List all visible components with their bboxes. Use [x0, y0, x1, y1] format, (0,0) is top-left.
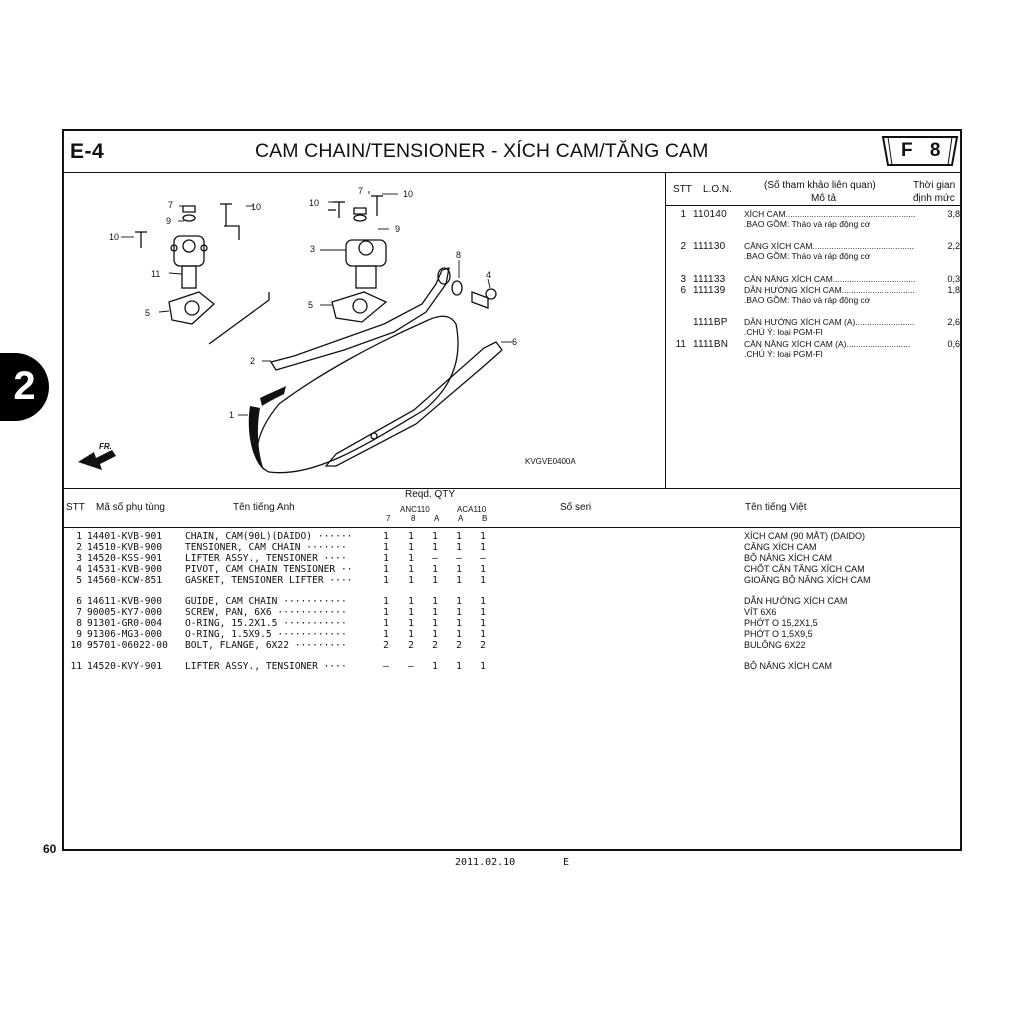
row-name-en: CHAIN, CAM(90L)(DAIDO) ······	[185, 531, 353, 542]
row-name-en: O-RING, 15.2X1.5 ···········	[185, 618, 347, 629]
callout-5-b: 5	[308, 300, 314, 310]
table-row	[66, 640, 956, 651]
title-rule	[62, 172, 962, 173]
row-part-no: 14520-KVY-901	[87, 661, 163, 672]
table-header-rule	[62, 527, 962, 528]
callout-3: 3	[310, 244, 316, 254]
row-name-vi: XÍCH CAM (90 MẮT) (DAIDO)	[744, 531, 866, 541]
row-stt: 7	[76, 607, 82, 618]
ref-row-desc: CĂNG XÍCH CAM...........................................	[744, 241, 915, 251]
table-row	[66, 542, 956, 553]
callout-9-b: 9	[395, 224, 401, 234]
ref-row-hours: 3,8	[947, 209, 960, 219]
ref-row-hours: 2,2	[947, 241, 960, 251]
row-qty-7: 1	[383, 575, 389, 586]
row-part-no: 14611-KVB-900	[87, 596, 163, 607]
row-stt: 10	[70, 640, 82, 651]
ref-row-sub: .CHÚ Ý: loại PGM-FI	[744, 327, 823, 337]
row-part-no: 14531-KVB-900	[87, 564, 163, 575]
row-qty-7: 1	[383, 564, 389, 575]
row-qty-a2: 1	[456, 575, 462, 586]
row-part-no: 91306-MG3-000	[87, 629, 163, 640]
diagram-ref-code: KVGVE0400A	[525, 457, 576, 466]
ref-row-desc: XÍCH CAM.......................................................	[744, 209, 916, 219]
ref-time-header-2: định mức	[913, 193, 955, 204]
callout-10: 10	[109, 232, 120, 242]
row-qty-8: –	[408, 661, 414, 672]
row-qty-b: 1	[480, 542, 486, 553]
callout-2: 2	[250, 356, 256, 366]
table-row	[66, 629, 956, 640]
row-qty-b: –	[480, 553, 486, 564]
row-name-en: O-RING, 1.5X9.5 ············	[185, 629, 347, 640]
row-stt: 8	[76, 618, 82, 629]
ref-row-lon: 111130	[693, 241, 726, 252]
parts-qty-header: Reqd. QTY	[405, 489, 456, 500]
row-qty-7: –	[383, 661, 389, 672]
row-name-en: BOLT, FLANGE, 6X22 ·········	[185, 640, 347, 651]
parts-serial-header: Số seri	[560, 502, 592, 513]
ref-row-desc: DẪN HƯỚNG XÍCH CAM (A).........................	[744, 317, 915, 327]
row-qty-b: 1	[480, 618, 486, 629]
row-stt: 4	[76, 564, 82, 575]
row-qty-8: 1	[408, 629, 414, 640]
row-qty-8: 1	[408, 596, 414, 607]
row-qty-a2: 1	[456, 607, 462, 618]
row-qty-a: 1	[432, 575, 438, 586]
ref-row	[666, 209, 962, 233]
row-name-en: SCREW, PAN, 6X6 ············	[185, 607, 347, 618]
row-qty-a: 1	[432, 531, 438, 542]
row-qty-a2: 2	[456, 640, 462, 651]
ref-time-header: Thời gian	[913, 180, 956, 191]
ref-row-lon: 1111BP	[693, 317, 728, 328]
row-qty-8: 1	[408, 553, 414, 564]
row-stt: 11	[70, 661, 82, 672]
table-row	[66, 575, 956, 586]
row-part-no: 14401-KVB-901	[87, 531, 163, 542]
parts-name-en-header: Tên tiếng Anh	[233, 502, 295, 513]
ref-lon-header: L.O.N.	[703, 184, 732, 195]
ref-row-lon: 110140	[693, 209, 727, 220]
qty-col-7: 7	[386, 514, 391, 523]
row-qty-8: 1	[408, 531, 414, 542]
print-date: 2011.02.10	[455, 857, 516, 868]
row-qty-8: 2	[408, 640, 414, 651]
row-name-en: PIVOT, CAM CHAIN TENSIONER ··	[185, 564, 353, 575]
ref-row-stt: 11	[675, 339, 686, 350]
row-stt: 3	[76, 553, 82, 564]
row-qty-b: 1	[480, 629, 486, 640]
row-name-vi: CHỐT CĂN TĂNG XÍCH CAM	[744, 564, 865, 574]
row-qty-7: 1	[383, 596, 389, 607]
row-name-vi: PHỚT O 15,2X1,5	[744, 618, 818, 628]
parts-stt-header: STT	[66, 502, 85, 513]
row-qty-b: 1	[480, 661, 486, 672]
ref-row-sub: .BAO GỒM: Tháo và ráp động cơ	[744, 295, 871, 305]
row-qty-7: 1	[383, 542, 389, 553]
row-part-no: 14560-KCW-851	[87, 575, 163, 586]
ref-desc-header: Mô tả	[811, 193, 837, 204]
row-qty-b: 1	[480, 564, 486, 575]
callout-1: 1	[229, 410, 235, 420]
row-stt: 1	[76, 531, 82, 542]
callout-8: 8	[456, 250, 462, 260]
row-qty-8: 1	[408, 564, 414, 575]
callout-4: 4	[486, 270, 492, 280]
table-row	[66, 618, 956, 629]
ref-row-stt: 6	[680, 285, 686, 296]
qty-col-8: 8	[411, 514, 416, 523]
row-part-no: 14510-KVB-900	[87, 542, 163, 553]
callout-7-b: 7	[358, 186, 364, 196]
section-badge: F 8	[901, 140, 947, 161]
row-qty-a: 2	[432, 640, 438, 651]
row-qty-7: 1	[383, 553, 389, 564]
row-part-no: 95701-06022-00	[87, 640, 168, 651]
ref-row-hours: 0,6	[947, 339, 960, 349]
ref-row	[666, 339, 962, 363]
row-name-vi: PHỚT O 1,5X9,5	[744, 629, 813, 639]
callout-10-d: 10	[403, 189, 414, 199]
row-qty-a: 1	[432, 629, 438, 640]
front-arrow-icon	[78, 450, 116, 470]
ref-row	[666, 241, 962, 265]
row-qty-a2: 1	[456, 661, 462, 672]
callout-5: 5	[145, 308, 151, 318]
row-name-vi: GIOĂNG BỘ NÂNG XÍCH CAM	[744, 575, 871, 585]
ref-row-hours: 2,6	[947, 317, 960, 327]
row-qty-a2: 1	[456, 542, 462, 553]
table-row	[66, 553, 956, 564]
table-row	[66, 607, 956, 618]
callout-9: 9	[166, 216, 172, 226]
row-name-en: GASKET, TENSIONER LIFTER ····	[185, 575, 353, 586]
qty-col-a-2: A	[458, 514, 464, 523]
callout-10-c: 10	[309, 198, 320, 208]
row-stt: 5	[76, 575, 82, 586]
row-qty-8: 1	[408, 607, 414, 618]
ref-row-hours: 0,3	[947, 274, 960, 284]
ref-row-desc: CĂN NÂNG XÍCH CAM (A)...........................	[744, 339, 911, 349]
row-qty-a: 1	[432, 542, 438, 553]
row-qty-a2: 1	[456, 629, 462, 640]
ref-row-stt: 2	[680, 241, 686, 252]
row-qty-a: 1	[432, 607, 438, 618]
ref-row-desc: DẪN HƯỚNG XÍCH CAM...............................	[744, 285, 915, 295]
row-qty-7: 2	[383, 640, 389, 651]
row-qty-8: 1	[408, 575, 414, 586]
chapter-tab: 2	[0, 353, 49, 421]
parts-model-b-header: ACA110	[457, 505, 487, 514]
ref-row-hours: 1,8	[947, 285, 960, 295]
table-row	[66, 596, 956, 607]
row-name-vi: CĂNG XÍCH CAM	[744, 542, 817, 552]
row-qty-7: 1	[383, 531, 389, 542]
exploded-diagram	[64, 174, 664, 486]
row-part-no: 90005-KY7-000	[87, 607, 163, 618]
ref-row-desc: CĂN NÂNG XÍCH CAM...................................	[744, 274, 916, 284]
ref-row-sub: .BAO GỒM: Tháo và ráp động cơ	[744, 219, 871, 229]
row-qty-b: 1	[480, 531, 486, 542]
ref-row-sub: .BAO GỒM: Tháo và ráp động cơ	[744, 251, 871, 261]
row-qty-b: 1	[480, 575, 486, 586]
row-name-en: LIFTER ASSY., TENSIONER ····	[185, 661, 347, 672]
row-qty-a2: 1	[456, 531, 462, 542]
qty-col-b: B	[482, 514, 488, 523]
ref-row	[666, 317, 962, 341]
reference-header-rule	[666, 205, 962, 206]
row-name-en: LIFTER ASSY., TENSIONER ····	[185, 553, 347, 564]
row-qty-a2: 1	[456, 618, 462, 629]
section-code: E-4	[70, 140, 105, 163]
parts-name-vi-header: Tên tiếng Việt	[745, 502, 807, 513]
row-qty-b: 1	[480, 596, 486, 607]
callout-7: 7	[168, 200, 174, 210]
ref-row-lon: 111139	[693, 285, 726, 296]
row-qty-8: 1	[408, 618, 414, 629]
page-title: CAM CHAIN/TENSIONER - XÍCH CAM/TĂNG CAM	[255, 140, 709, 162]
front-label: FR.	[99, 442, 112, 451]
row-name-vi: BỘ NÂNG XÍCH CAM	[744, 553, 833, 563]
row-name-vi: VÍT 6X6	[744, 607, 777, 617]
row-qty-a: 1	[432, 596, 438, 607]
row-qty-a2: –	[456, 553, 462, 564]
ref-row	[666, 285, 962, 309]
page-number: 60	[43, 842, 57, 856]
row-qty-a: 1	[432, 618, 438, 629]
callout-10-b: 10	[251, 202, 262, 212]
callout-6: 6	[512, 337, 518, 347]
ref-stt-header: STT	[673, 184, 692, 195]
row-qty-b: 1	[480, 607, 486, 618]
row-part-no: 91301-GR0-004	[87, 618, 163, 629]
row-name-vi: BULÔNG 6X22	[744, 640, 806, 650]
row-name-en: TENSIONER, CAM CHAIN ·······	[185, 542, 347, 553]
row-qty-7: 1	[383, 618, 389, 629]
ref-row-sub: .CHÚ Ý: loại PGM-FI	[744, 349, 823, 359]
row-qty-b: 2	[480, 640, 486, 651]
qty-col-a: A	[434, 514, 440, 523]
ref-related-header: (Số tham khảo liên quan)	[764, 180, 876, 191]
diagram-rule	[62, 488, 962, 489]
table-row	[66, 661, 956, 672]
row-part-no: 14520-KSS-901	[87, 553, 163, 564]
row-stt: 2	[76, 542, 82, 553]
ref-row-stt: 3	[680, 274, 686, 285]
table-row	[66, 564, 956, 575]
row-qty-7: 1	[383, 629, 389, 640]
parts-model-a-header: ANC110	[400, 505, 430, 514]
row-qty-a2: 1	[456, 596, 462, 607]
region-code: E	[563, 857, 570, 868]
table-row	[66, 531, 956, 542]
ref-row-stt: 1	[680, 209, 686, 220]
callout-11: 11	[151, 269, 161, 279]
row-stt: 9	[76, 629, 82, 640]
row-qty-8: 1	[408, 542, 414, 553]
row-qty-a: –	[432, 553, 438, 564]
row-qty-a: 1	[432, 661, 438, 672]
row-name-vi: DẪN HƯỚNG XÍCH CAM	[744, 596, 848, 606]
row-qty-7: 1	[383, 607, 389, 618]
row-qty-a: 1	[432, 564, 438, 575]
ref-row-lon: 1111BN	[693, 339, 729, 350]
parts-partno-header: Mã số phụ tùng	[96, 502, 165, 513]
row-qty-a2: 1	[456, 564, 462, 575]
row-stt: 6	[76, 596, 82, 607]
row-name-vi: BỘ NÂNG XÍCH CAM	[744, 661, 833, 671]
ref-row-lon: 111133	[693, 274, 726, 285]
row-name-en: GUIDE, CAM CHAIN ···········	[185, 596, 347, 607]
